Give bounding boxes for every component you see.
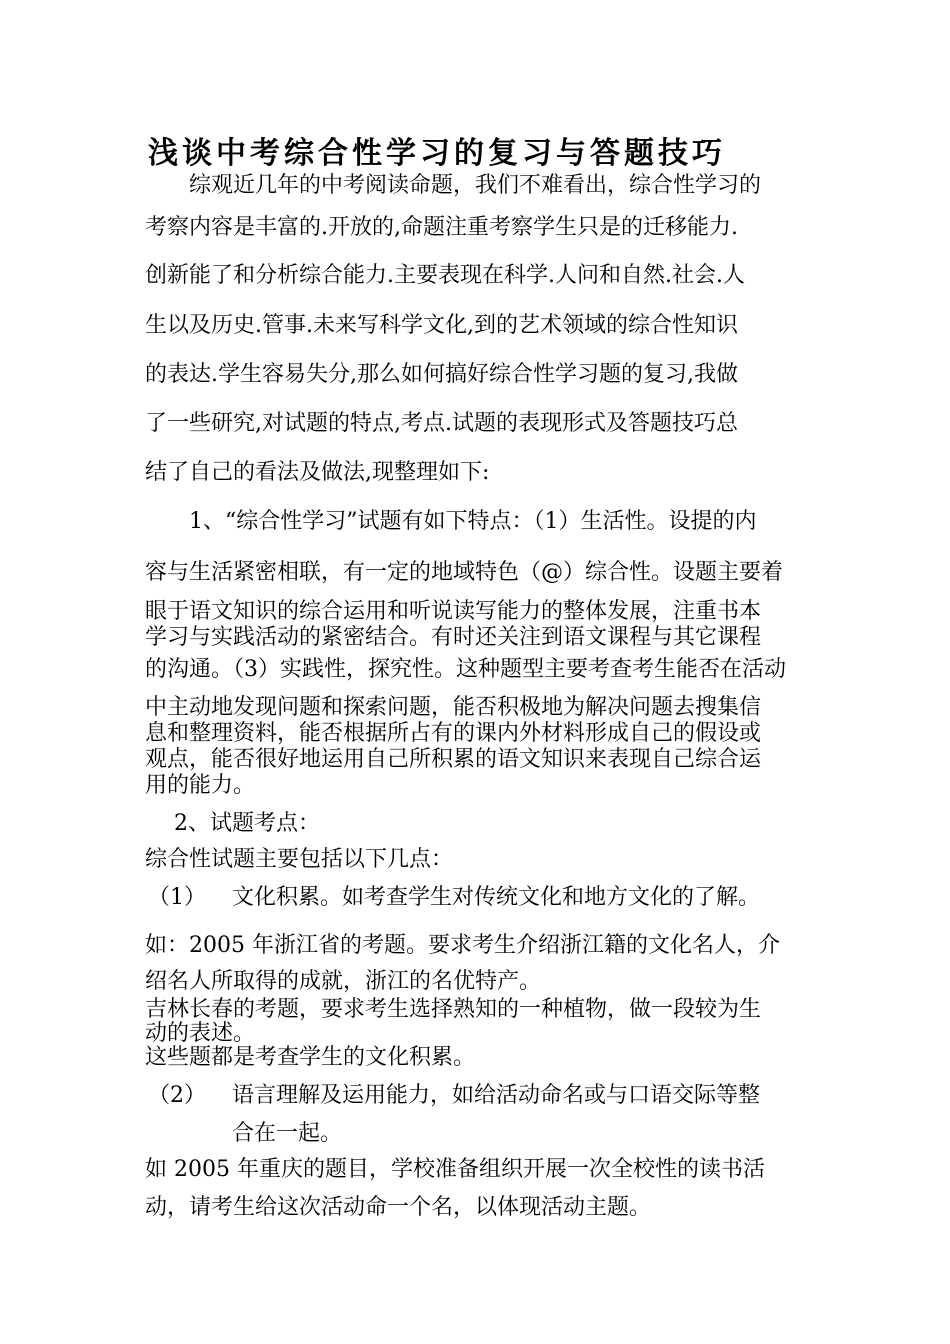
paragraph-line: 的沟通。（3）实践性，探究性。这种题型主要考查考生能否在活动 xyxy=(145,657,786,682)
list-item-text-continued: 合在一起。 xyxy=(232,1121,343,1146)
list-item-label: （2） xyxy=(148,1083,206,1108)
paragraph-line: 综观近几年的中考阅读命题，我们不难看出，综合性学习的 xyxy=(145,173,762,198)
paragraph-line: 如：2005 年浙江省的考题。要求考生介绍浙江籍的文化名人，介 xyxy=(145,933,780,958)
paragraph-line: 动的表述。 xyxy=(145,1021,256,1046)
paragraph-line: 的表达.学生容易失分,那么如何搞好综合性学习题的复习,我做 xyxy=(145,362,738,387)
paragraph-line: 用的能力。 xyxy=(145,773,256,798)
list-item-text: 语言理解及运用能力，如给活动命名或与口语交际等整 xyxy=(232,1083,761,1108)
paragraph-line: 绍名人所取得的成就，浙江的名优特产。 xyxy=(145,969,542,994)
page-title: 浅谈中考综合性学习的复习与答题技巧 xyxy=(148,136,726,171)
paragraph-line: 观点，能否很好地运用自己所积累的语文知识来表现自己综合运 xyxy=(145,747,762,772)
paragraph-line: 动，请考生给这次活动命一个名，以体现活动主题。 xyxy=(145,1195,652,1220)
paragraph-line: 考察内容是丰富的.开放的,命题注重考察学生只是的迁移能力. xyxy=(145,215,738,240)
paragraph-line: 如 2005 年重庆的题目，学校准备组织开展一次全校性的读书活 xyxy=(145,1157,765,1182)
paragraph-line: 中主动地发现问题和探索问题，能否积极地为解决问题去搜集信 xyxy=(145,695,762,720)
paragraph-line: 眼于语文知识的综合运用和听说读写能力的整体发展，注重书本 xyxy=(145,599,762,624)
paragraph-line: 了一些研究,对试题的特点,考点.试题的表现形式及答题技巧总 xyxy=(145,411,738,436)
list-item-label: （1） xyxy=(148,885,206,910)
paragraph-line: 创新能了和分析综合能力.主要表现在科学.人问和自然.社会.人 xyxy=(145,263,745,288)
paragraph-line: 这些题都是考查学生的文化积累。 xyxy=(145,1045,476,1070)
paragraph-line: 1、“综合性学习”试题有如下特点：（1）生活性。设提的内 xyxy=(145,509,757,534)
paragraph-line: 吉林长春的考题，要求考生选择熟知的一种植物，做一段较为生 xyxy=(145,997,762,1022)
paragraph-line: 学习与实践活动的紧密结合。有时还关注到语文课程与其它课程 xyxy=(145,625,762,650)
paragraph-line: 综合性试题主要包括以下几点： xyxy=(145,847,454,872)
list-item-text: 文化积累。如考查学生对传统文化和地方文化的了解。 xyxy=(232,885,761,910)
paragraph-line: 生以及历史.管事.未来写科学文化,到的艺术领域的综合性知识 xyxy=(145,313,738,338)
paragraph-line: 息和整理资料，能否根据所占有的课内外材料形成自己的假设或 xyxy=(145,721,762,746)
section-heading: 2、试题考点： xyxy=(145,811,320,836)
paragraph-line: 容与生活紧密相联，有一定的地域特色（@）综合性。设题主要着 xyxy=(145,560,784,585)
paragraph-line: 结了自己的看法及做法,现整理如下: xyxy=(145,460,490,485)
